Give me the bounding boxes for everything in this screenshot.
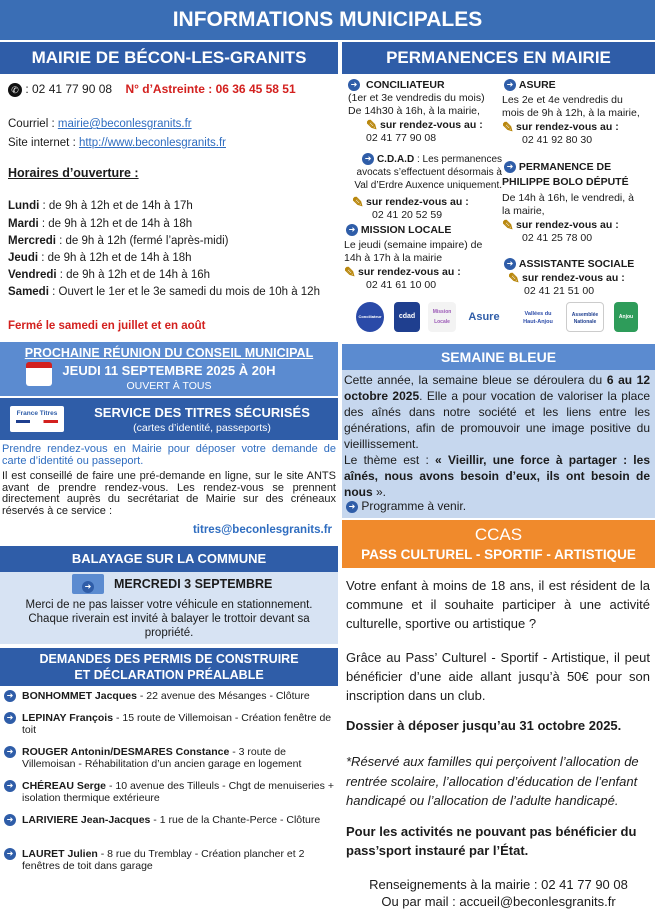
- semaine-prog: ➜ Programme à venir.: [346, 498, 466, 515]
- assemblee-logo: Assemblée Nationale: [566, 302, 604, 332]
- permis-header: [0, 648, 338, 686]
- balayage-text: Merci de ne pas laisser votre véhicule en stationnement. Chaque riverain est invité à balayer le trottoir devant sa propriété.: [25, 599, 313, 639]
- cdad-rdv: sur rendez-vous au :: [366, 195, 469, 208]
- phone-icon: ✆: [8, 83, 22, 97]
- semaine-p2: Le thème est : « Vieillir, une force à partager : les aînés, nous avons besoin d’eux, ils ont besoin de nous ».: [344, 453, 650, 499]
- permis-title-line2: ET DÉCLARATION PRÉALABLE: [74, 668, 264, 682]
- pencil-icon: ✎: [508, 270, 520, 286]
- arrow-right-icon: ➜: [4, 780, 16, 792]
- arrow-right-icon: ➜: [4, 848, 16, 860]
- list-item: [4, 780, 334, 804]
- cdad-block: [342, 153, 502, 222]
- arrow-right-icon: ➜: [72, 574, 104, 594]
- ccas-title: CCAS: [474, 525, 523, 544]
- horaires-title: Horaires d’ouverture :: [8, 166, 139, 180]
- cdad-l2: avocats s’effectuent désormais à: [356, 167, 502, 178]
- conseil-panel: [0, 342, 338, 396]
- permis-desc: - 15 route de Villemoisan - Création fenêtre de toit: [22, 712, 332, 736]
- permis-title-line1: DEMANDES DES PERMIS DE CONSTRUIRE: [39, 652, 299, 666]
- vallees-logo: Vallées du Haut-Anjou: [518, 302, 558, 332]
- cdad-l3: Val d’Erdre Auxence uniquement.: [354, 180, 502, 191]
- asure-title: ASURE: [518, 79, 556, 91]
- balayage-panel: [0, 572, 338, 644]
- titres-subtitle: (cartes d’identité, passeports): [133, 422, 271, 434]
- semaine-header: SEMAINE BLEUE: [342, 344, 655, 370]
- site-label: Site internet :: [8, 137, 79, 149]
- permis-name: ROUGER Antonin/DESMARES Constance: [22, 746, 230, 758]
- cdad-logo: cdad: [394, 302, 420, 332]
- mission-rdv: sur rendez-vous au :: [358, 265, 461, 278]
- balayage-date: MERCREDI 3 SEPTEMBRE: [114, 577, 273, 591]
- arrow-right-icon: ➜: [346, 501, 358, 513]
- pencil-icon: ✎: [502, 119, 514, 135]
- arrow-right-icon: ➜: [504, 161, 516, 173]
- asure-rdv: sur rendez-vous au :: [516, 120, 619, 133]
- permis-desc: - 8 rue du Tremblay - Création plancher et 2 fenêtres de toit dans garage: [22, 848, 305, 872]
- sociale-rdv: sur rendez-vous au :: [522, 271, 625, 284]
- arrow-right-icon: ➜: [4, 690, 16, 702]
- depute-rdv: sur rendez-vous au :: [516, 218, 619, 231]
- cdad-title: C.D.A.D: [376, 154, 415, 165]
- asure-l2: mois de 9h à 12h, à la mairie,: [502, 107, 640, 119]
- asure-tel: 02 41 92 80 30: [522, 134, 593, 146]
- day-label: Jeudi: [8, 252, 39, 264]
- conciliateur-rdv: sur rendez-vous au :: [380, 118, 483, 131]
- ccas-contact1: Renseignements à la mairie : 02 41 77 90 08: [369, 877, 628, 892]
- sociale-tel: 02 41 21 51 00: [524, 285, 595, 297]
- list-item: [4, 814, 334, 826]
- titres-p2: Il est conseillé de faire une pré-demande en ligne, sur le site ANTS avant de prendre rendez-vous. Les rendez-vous se prennent directement auprès du secrétariat de Mairie sur des créneaux réservés à ce service :: [2, 470, 336, 517]
- day-hours: : de 9h à 12h (fermé l’après-midi): [55, 235, 229, 247]
- asure-l1: Les 2e et 4e vendredis du: [502, 94, 623, 106]
- permis-name: LAURET Julien: [22, 848, 98, 860]
- mission-title: MISSION LOCALE: [360, 224, 452, 236]
- conciliateur-l1: (1er et 3e vendredis du mois): [348, 92, 485, 104]
- ccas-p3: Dossier à déposer jusqu’au 31 octobre 2025.: [346, 718, 622, 733]
- depute-tel: 02 41 25 78 00: [522, 232, 593, 244]
- ccas-contact2: Ou par mail : accueil@beconlesgranits.fr: [381, 894, 616, 909]
- day-hours: : de 9h à 12h et de 14h à 17h: [39, 200, 193, 212]
- mission-l1: Le jeudi (semaine impaire) de: [344, 239, 483, 251]
- conciliateur-title: CONCILIATEUR: [366, 79, 445, 91]
- arrow-right-icon: ➜: [4, 712, 16, 724]
- asure-logo: Asure: [462, 302, 506, 332]
- day-hours: : de 9h à 12h et de 14h à 18h: [38, 218, 193, 230]
- pencil-icon: ✎: [366, 117, 378, 133]
- france-titres-logo: France Titres: [10, 406, 64, 432]
- semaine-panel: [342, 370, 655, 518]
- ccas-p4: *Réservé aux familles qui perçoivent l’allocation de rentrée scolaire, l’allocation d’éducation de l’enfant handicapé ou l’allocation de l’adulte handicapé.: [346, 754, 639, 808]
- permis-desc: - 3 route de Villemoisan - Réhabilitation d’un ancien garage en logement: [22, 746, 302, 770]
- depute-block: [502, 161, 652, 245]
- phone-number: : 02 41 77 90 08: [25, 82, 113, 96]
- conciliateur-logo: Conciliateur: [356, 302, 384, 332]
- mission-locale-logo: Mission Locale: [428, 302, 456, 332]
- cdad-tel: 02 41 20 52 59: [372, 209, 443, 221]
- anjou-logo: Anjou: [614, 302, 638, 332]
- conseil-title: PROCHAINE RÉUNION DU CONSEIL MUNICIPAL: [24, 346, 314, 360]
- pencil-icon: ✎: [502, 217, 514, 233]
- arrow-right-icon: ➜: [504, 79, 516, 91]
- sociale-block: [502, 258, 652, 298]
- ccas-header: [342, 520, 655, 568]
- ccas-p1: Votre enfant à moins de 18 ans, il est résident de la commune et il souhaite participer à une activité culturelle, sportive ou artistique ?: [346, 578, 650, 631]
- mairie-header: MAIRIE DE BÉCON-LES-GRANITS: [0, 42, 338, 74]
- conciliateur-tel: 02 41 77 90 08: [366, 132, 437, 144]
- conciliateur-l2: De 14h30 à 16h, à la mairie,: [348, 105, 480, 117]
- day-hours: : de 9h à 12h et de 14h à 18h: [38, 252, 192, 264]
- permis-name: LARIVIERE Jean-Jacques: [22, 814, 151, 826]
- arrow-right-icon: ➜: [348, 79, 360, 91]
- conseil-sub: OUVERT À TOUS: [126, 380, 212, 392]
- titres-email[interactable]: titres@beconlesgranits.fr: [192, 524, 332, 536]
- pencil-icon: ✎: [344, 264, 356, 280]
- courriel-link[interactable]: mairie@beconlesgranits.fr: [57, 118, 192, 130]
- day-label: Mardi: [8, 218, 39, 230]
- mission-block: [344, 224, 502, 292]
- astreinte: N° d’Astreinte : 06 36 45 58 51: [125, 82, 296, 96]
- pencil-icon: ✎: [352, 194, 364, 210]
- permanences-panel: [342, 76, 655, 340]
- ccas-p2: Grâce au Pass’ Culturel - Sportif - Artistique, il peut bénéficier d’une aide allant jusqu’à 50€ pour son inscription dans un club.: [346, 650, 650, 703]
- day-label: Vendredi: [8, 269, 57, 281]
- list-item: [4, 746, 334, 770]
- arrow-right-icon: ➜: [504, 258, 516, 270]
- ferme-notice: Fermé le samedi en juillet et en août: [8, 320, 206, 332]
- page-title: INFORMATIONS MUNICIPALES: [0, 0, 655, 40]
- list-item: [4, 848, 334, 872]
- arrow-right-icon: ➜: [4, 814, 16, 826]
- titres-p1: Prendre rendez-vous en Mairie pour déposer votre demande de carte d’identité ou passeport.: [2, 443, 336, 467]
- arrow-right-icon: ➜: [346, 224, 358, 236]
- day-label: Lundi: [8, 200, 40, 212]
- ccas-p5: Pour les activités ne pouvant pas bénéficier du pass’sport instauré par l’État.: [346, 824, 637, 858]
- ccas-subtitle: PASS CULTUREL - SPORTIF - ARTISTIQUE: [361, 547, 636, 562]
- day-label: Mercredi: [8, 235, 56, 247]
- sociale-title: ASSISTANTE SOCIALE: [518, 258, 635, 270]
- conciliateur-block: [348, 79, 504, 145]
- permis-desc: - 22 avenue des Mésanges - Clôture: [136, 690, 310, 702]
- permis-name: CHÉREAU Serge: [22, 780, 107, 792]
- mission-l2: 14h à 17h à la mairie: [344, 252, 443, 264]
- mission-tel: 02 41 61 10 00: [366, 279, 437, 291]
- depute-title-l2: PHILIPPE BOLO DÉPUTÉ: [502, 176, 629, 188]
- day-hours: : de 9h à 12h et de 14h à 16h: [56, 269, 211, 281]
- permanences-header: PERMANENCES EN MAIRIE: [342, 42, 655, 74]
- asure-block: [502, 79, 652, 147]
- titres-header: [0, 398, 338, 440]
- arrow-right-icon: ➜: [362, 153, 374, 165]
- titres-title: SERVICE DES TITRES SÉCURISÉS: [94, 405, 310, 420]
- site-link[interactable]: http://www.beconlesgranits.fr: [78, 137, 226, 149]
- depute-title-l1: PERMANENCE DE: [518, 161, 612, 173]
- arrow-right-icon: ➜: [4, 746, 16, 758]
- courriel-label: Courriel :: [8, 118, 58, 130]
- depute-l2: la mairie,: [502, 205, 545, 217]
- semaine-p1: Cette année, la semaine bleue se déroulera du 6 au 12 octobre 2025. Elle a pour vocation de valoriser la place des aînés dans notre société et les liens entre les générations, afin de promouvoir une image positive du vieillissement.: [344, 373, 650, 451]
- permis-name: BONHOMMET Jacques: [22, 690, 137, 702]
- permis-name: LEPINAY François: [22, 712, 114, 724]
- permis-desc: - 10 avenue des Tilleuls - Chgt de menuiseries + isolation thermique extérieure: [22, 780, 334, 804]
- permis-desc: - 1 rue de la Chante-Perce - Clôture: [150, 814, 321, 826]
- cdad-l1: : Les permanences: [414, 154, 502, 165]
- depute-l1: De 14h à 16h, le vendredi, à: [502, 192, 634, 204]
- day-label: Samedi: [8, 286, 49, 298]
- balayage-header: BALAYAGE SUR LA COMMUNE: [0, 546, 338, 572]
- conseil-date: JEUDI 11 SEPTEMBRE 2025 À 20H: [62, 363, 276, 378]
- list-item: [4, 690, 334, 702]
- day-hours: : Ouvert le 1er et le 3e samedi du mois de 10h à 12h: [48, 286, 320, 298]
- list-item: [4, 712, 334, 736]
